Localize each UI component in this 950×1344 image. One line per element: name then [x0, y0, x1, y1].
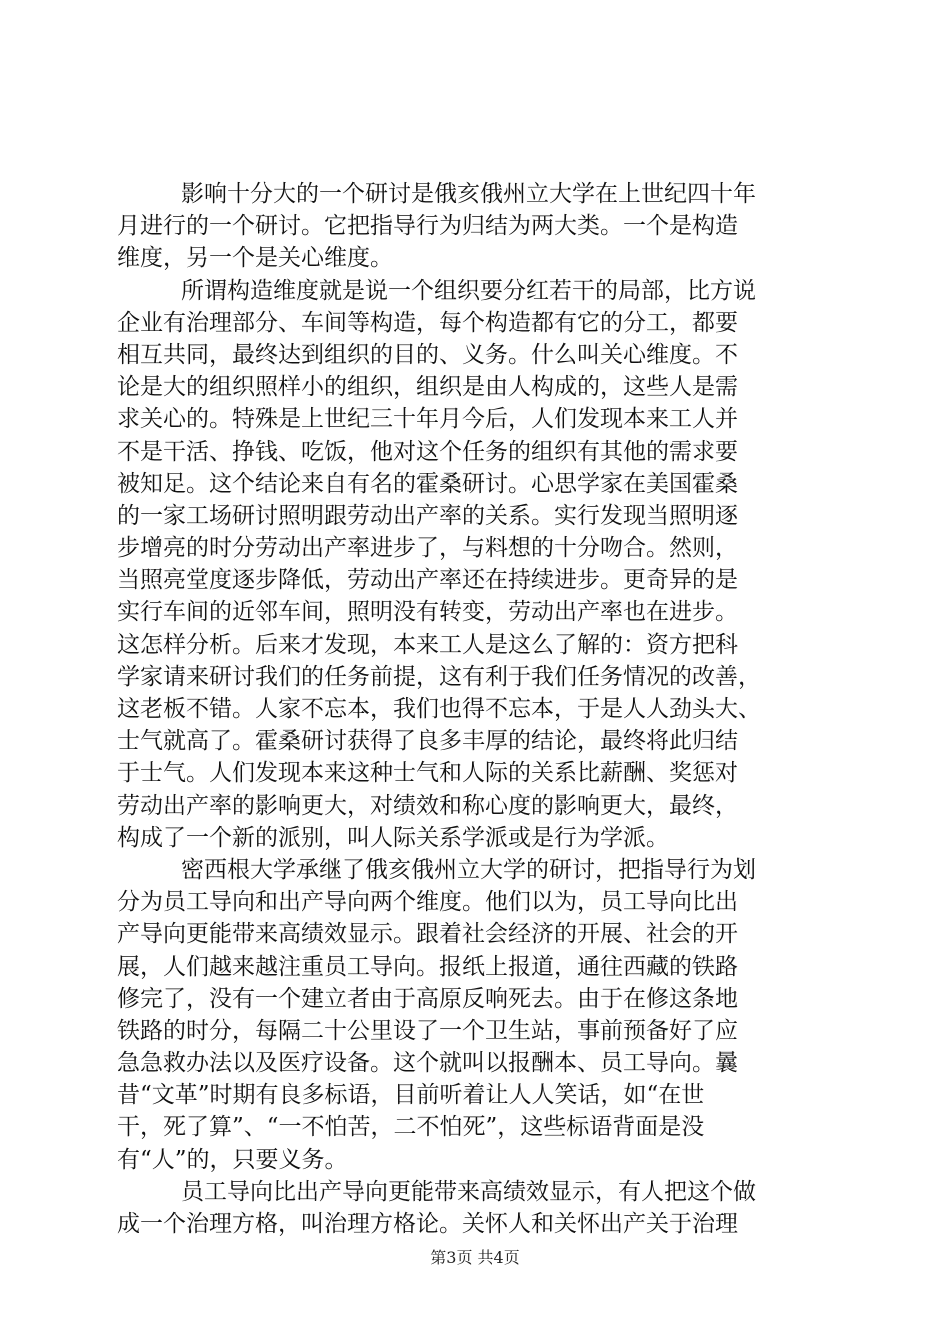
text-line: 不是干活、挣钱、吃饭，他对这个任务的组织有其他的需求要	[117, 438, 738, 465]
text-line: 被知足。这个结论来自有名的霍桑研讨。心思学家在美国霍桑	[117, 470, 738, 497]
text-line: 相互共同，最终达到组织的目的、义务。什么叫关心维度。不	[117, 341, 738, 368]
text-line: 成一个治理方格，叫治理方格论。关怀人和关怀出产关于治理	[117, 1211, 738, 1237]
text-line: 的一家工场研讨照明跟劳动出产率的关系。实行发现当照明逐	[117, 502, 738, 529]
text-line: 这怎样分析。后来才发现，本来工人是这么了解的：资方把科	[117, 631, 738, 658]
text-line: 企业有治理部分、车间等构造，每个构造都有它的分工，都要	[117, 309, 738, 336]
text-line: 论是大的组织照样小的组织，组织是由人构成的，这些人是需	[117, 374, 738, 401]
text-line: 昔“文革”时期有良多标语，目前听着让人人笑话，如“在世	[117, 1082, 705, 1109]
text-line: 这老板不错。人家不忘本，我们也得不忘本，于是人人劲头大、	[117, 696, 761, 722]
page-footer: 第3页 共4页	[430, 1248, 520, 1267]
text-line: 劳动出产率的影响更大，对绩效和称心度的影响更大，最终，	[117, 792, 738, 819]
text-line: 干，死了算”、“一不怕苦，二不怕死”，这些标语背面是没	[117, 1114, 705, 1141]
text-line: 产导向更能带来高绩效显示。跟着社会经济的开展、社会的开	[117, 921, 738, 948]
text-line: 于士气。人们发现本来这种士气和人际的关系比薪酬、奖惩对	[117, 760, 738, 787]
text-line: 密西根大学承继了俄亥俄州立大学的研讨，把指导行为划	[181, 856, 756, 883]
text-line: 构成了一个新的派别，叫人际关系学派或是行为学派。	[117, 824, 669, 851]
text-line: 学家请来研讨我们的任务前提，这有利于我们任务情况的改善，	[117, 663, 761, 690]
text-line: 所谓构造维度就是说一个组织要分红若干的局部，比方说	[181, 277, 756, 304]
text-line: 维度，另一个是关心维度。	[117, 245, 393, 272]
text-line: 有“人”的，只要义务。	[117, 1146, 348, 1173]
text-line: 员工导向比出产导向更能带来高绩效显示，有人把这个做	[181, 1178, 756, 1205]
text-line: 士气就高了。霍桑研讨获得了良多丰厚的结论，最终将此归结	[117, 728, 738, 755]
body-text	[117, 178, 832, 1240]
text-line: 月进行的一个研讨。它把指导行为归结为两大类。一个是构造	[117, 213, 738, 240]
text-line: 展，人们越来越注重员工导向。报纸上报道，通往西藏的铁路	[117, 953, 738, 980]
text-line: 分为员工导向和出产导向两个维度。他们以为，员工导向比出	[117, 889, 738, 916]
text-line: 当照亮堂度逐步降低，劳动出产率还在持续进步。更奇异的是	[117, 567, 738, 594]
text-line: 步增亮的时分劳动出产率进步了，与料想的十分吻合。然则，	[117, 535, 738, 562]
text-line: 实行车间的近邻车间，照明没有转变，劳动出产率也在进步。	[117, 599, 738, 626]
text-line: 求关心的。特殊是上世纪三十年月今后，人们发现本来工人并	[117, 406, 738, 433]
text-line: 急急救办法以及医疗设备。这个就叫以报酬本、员工导向。曩	[117, 1050, 738, 1077]
text-line: 影响十分大的一个研讨是俄亥俄州立大学在上世纪四十年	[181, 181, 756, 207]
text-line: 修完了，没有一个建立者由于高原反响死去。由于在修这条地	[117, 985, 738, 1012]
text-line: 铁路的时分，每隔二十公里设了一个卫生站，事前预备好了应	[117, 1017, 738, 1044]
